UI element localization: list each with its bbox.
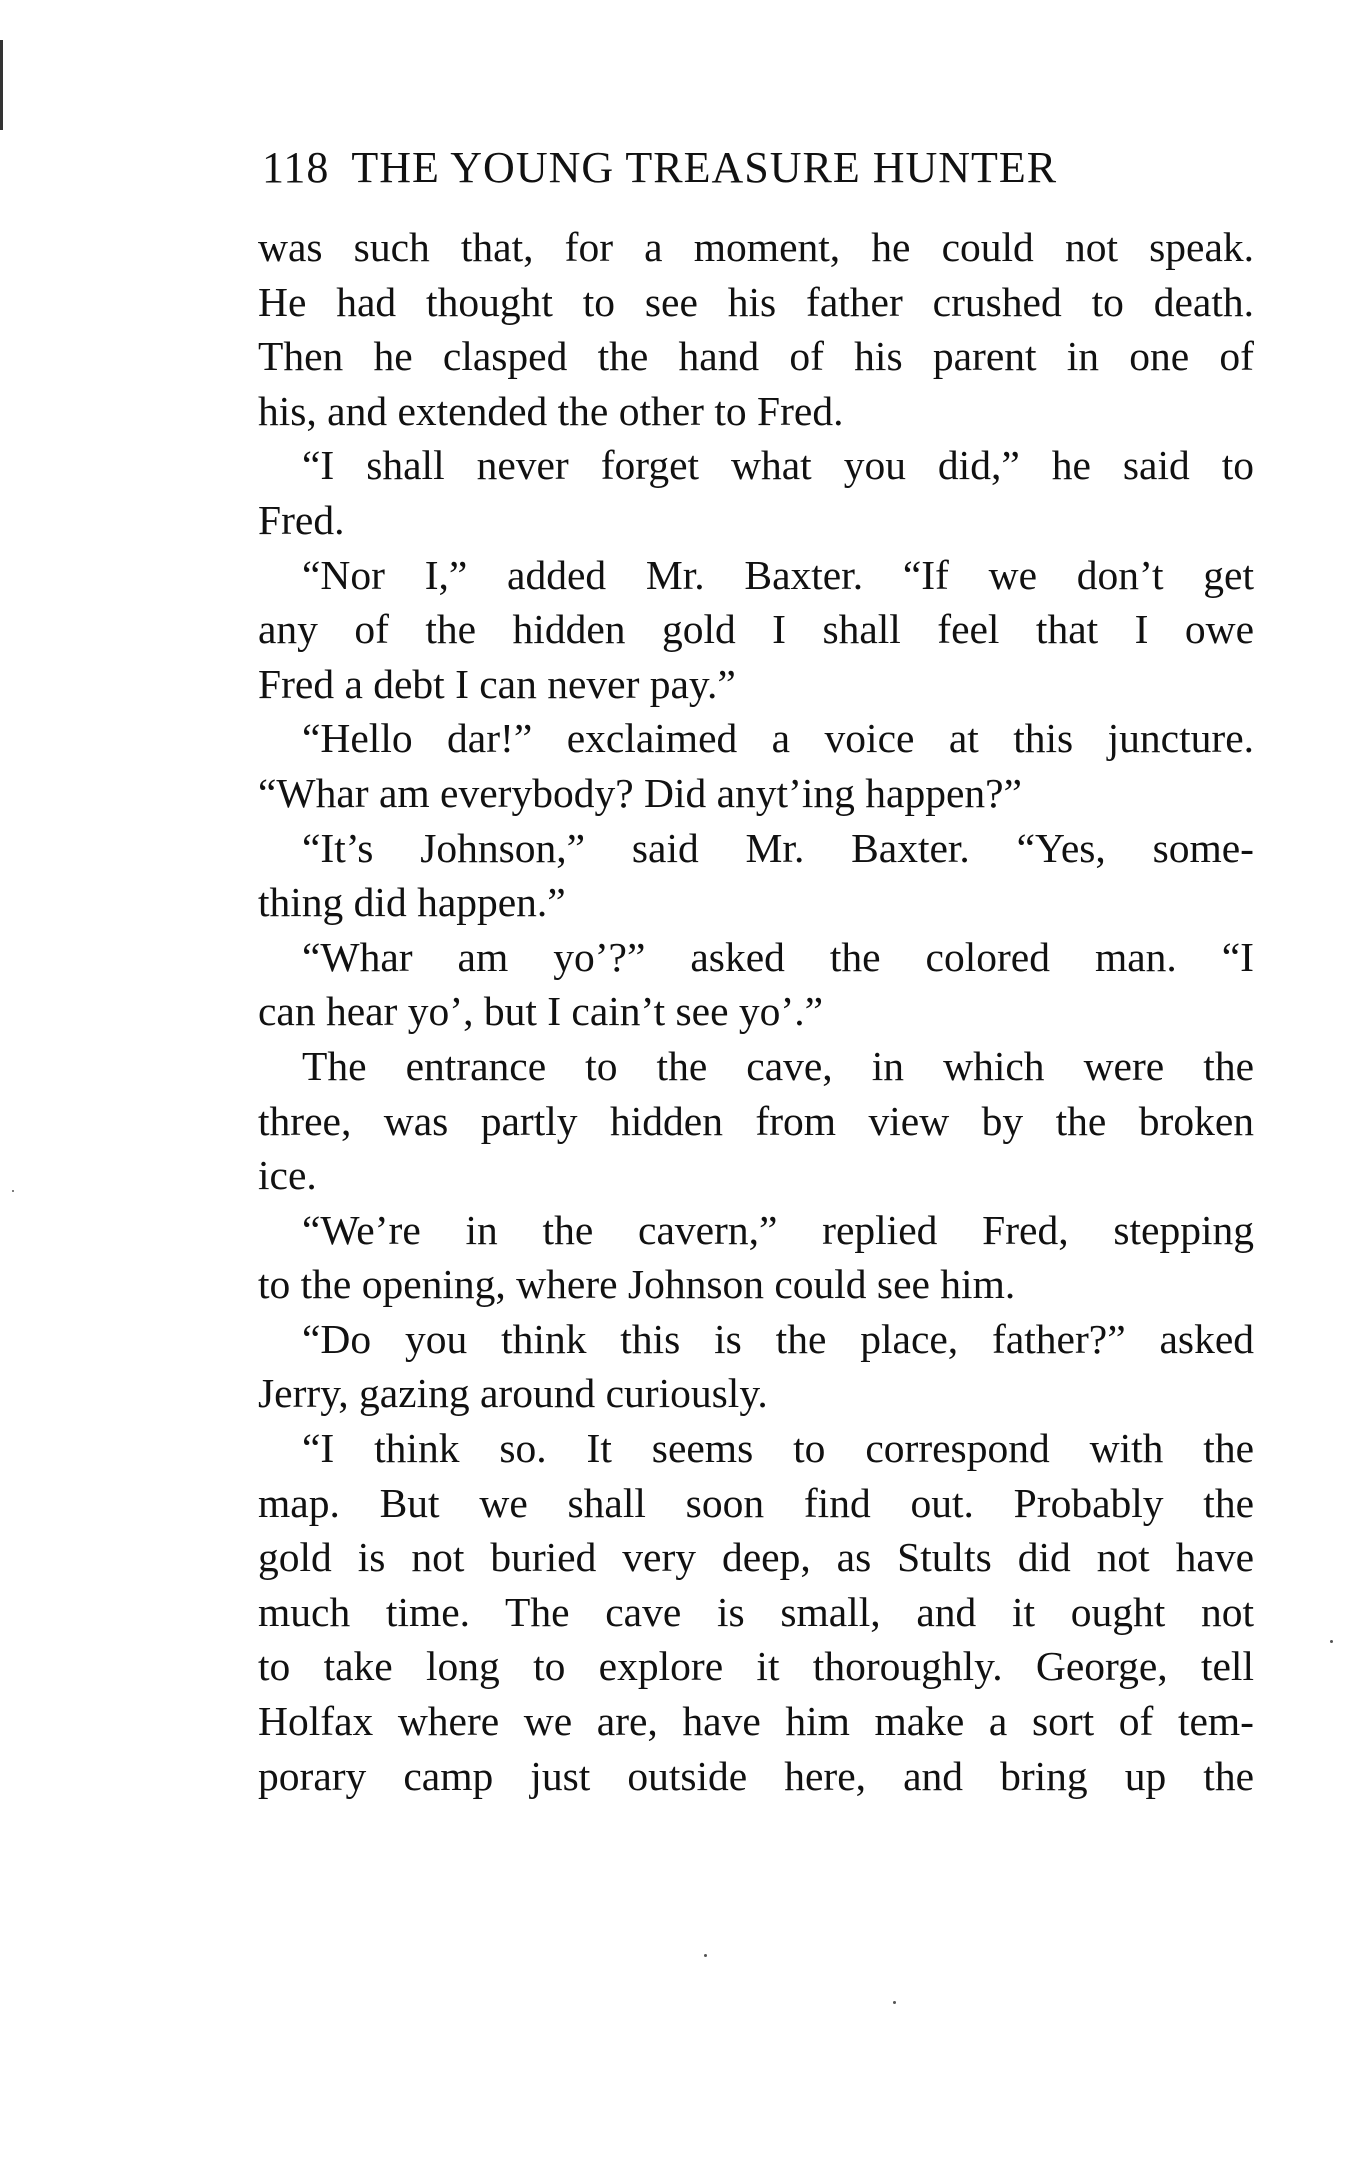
scan-speck <box>893 2001 896 2004</box>
text-line: He had thought to see his father crushed to death. <box>258 278 1254 325</box>
text-line: ice. <box>258 1152 317 1199</box>
text-line: “I shall never forget what you did,” he said to <box>302 442 1254 489</box>
text-line: Then he clasped the hand of his parent in one of <box>258 333 1254 380</box>
text-line: to the opening, where Johnson could see him. <box>258 1261 1016 1308</box>
text-line: “It’s Johnson,” said Mr. Baxter. “Yes, some- <box>302 824 1254 871</box>
text-line: porary camp just outside here, and bring up the <box>258 1752 1254 1799</box>
text-line: Holfax where we are, have him make a sort of tem- <box>258 1698 1254 1745</box>
text-line: Jerry, gazing around curiously. <box>258 1370 768 1417</box>
scan-speck <box>12 1190 14 1192</box>
text-line: The entrance to the cave, in which were the <box>302 1042 1254 1089</box>
text-line: “Do you think this is the place, father?” asked <box>302 1315 1254 1362</box>
text-line: his, and extended the other to Fred. <box>258 387 844 434</box>
text-line: “I think so. It seems to correspond with the <box>302 1425 1254 1472</box>
text-line: three, was partly hidden from view by the broken <box>258 1097 1254 1144</box>
running-title: THE YOUNG TREASURE HUNTER <box>351 143 1058 192</box>
text-line: “We’re in the cavern,” replied Fred, stepping <box>302 1206 1254 1253</box>
text-line: was such that, for a moment, he could not speak. <box>258 224 1254 270</box>
text-line: “Whar am yo’?” asked the colored man. “I <box>302 933 1254 980</box>
text-line: gold is not buried very deep, as Stults did not have <box>258 1534 1254 1581</box>
text-line: thing did happen.” <box>258 879 566 926</box>
text-line: “Nor I,” added Mr. Baxter. “If we don’t get <box>302 551 1254 598</box>
page-body-text <box>258 220 1254 1803</box>
text-line: much time. The cave is small, and it ought not <box>258 1588 1254 1635</box>
page-number: 118 <box>262 143 330 192</box>
text-line: any of the hidden gold I shall feel that I owe <box>258 606 1254 653</box>
running-header <box>262 138 1057 198</box>
scan-edge-mark <box>0 40 3 130</box>
text-line: can hear yo’, but I cain’t see yo’.” <box>258 988 823 1035</box>
scan-speck <box>704 1954 707 1957</box>
text-line: map. But we shall soon find out. Probably the <box>258 1479 1254 1526</box>
text-line: “Whar am everybody? Did anyt’ing happen?” <box>258 769 1022 816</box>
scan-speck <box>1330 1640 1333 1643</box>
text-line: “Hello dar!” exclaimed a voice at this juncture. <box>302 715 1254 762</box>
text-line: to take long to explore it thoroughly. George, tell <box>258 1643 1254 1690</box>
text-line: Fred a debt I can never pay.” <box>258 660 736 707</box>
text-line: Fred. <box>258 496 345 543</box>
